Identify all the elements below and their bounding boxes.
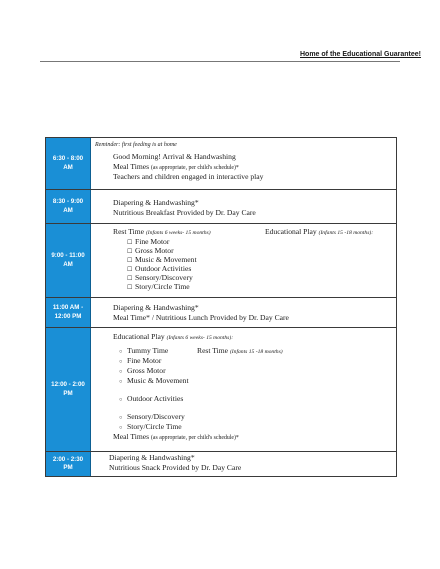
breakfast-line: Nutritious Breakfast Provided by Dr. Day Care xyxy=(113,208,256,217)
list-item-label: Gross Motor xyxy=(135,246,174,255)
schedule-row-arrival xyxy=(46,138,396,190)
list-item xyxy=(119,422,182,431)
meal-times-note: (as appropriate, per child's schedule)* xyxy=(150,435,239,441)
time-cell xyxy=(46,452,91,476)
time-start: 11:00 AM - xyxy=(52,304,84,312)
list-item xyxy=(127,264,191,273)
activity-cell xyxy=(95,190,392,223)
checkbox-icon: ☐ xyxy=(127,267,133,273)
list-item-label: Gross Motor xyxy=(127,366,166,375)
educational-play-label: Educational Play xyxy=(265,227,317,236)
rest-time-line xyxy=(197,346,283,355)
list-item xyxy=(127,273,193,282)
time-end: AM xyxy=(63,260,73,268)
time-end: 12:00 PM xyxy=(54,312,82,320)
meal-times-label: Meal Times xyxy=(113,432,150,441)
rest-time-note: (Infants 15 -18 months) xyxy=(229,349,283,355)
checkbox-icon: ☐ xyxy=(127,240,133,246)
checkbox-icon: ☐ xyxy=(127,258,133,264)
reminder-text: Reminder: first feeding is at home xyxy=(95,142,177,148)
time-end: PM xyxy=(63,389,73,397)
list-item-label: Outdoor Activities xyxy=(127,394,184,403)
circle-bullet-icon: ○ xyxy=(119,369,123,375)
schedule-row-morning-activities xyxy=(46,224,396,298)
checkbox-icon: ☐ xyxy=(127,276,133,282)
list-item xyxy=(119,394,183,403)
header-title: Home of the Educational Guarantee! xyxy=(300,51,421,58)
list-item xyxy=(119,346,168,355)
list-item xyxy=(119,366,166,375)
circle-bullet-icon: ○ xyxy=(119,397,123,403)
activity-cell xyxy=(95,224,392,297)
circle-bullet-icon: ○ xyxy=(119,425,123,431)
schedule-row-snack xyxy=(46,452,396,476)
time-cell xyxy=(46,298,91,327)
checkbox-icon: ☐ xyxy=(127,249,133,255)
schedule-row-afternoon-activities xyxy=(46,328,396,452)
list-item-label: Music & Movement xyxy=(135,255,197,264)
rest-time-line xyxy=(113,227,211,236)
activity-cell xyxy=(95,328,392,451)
educational-play-note: (Infants 15 -18 months): xyxy=(318,230,374,236)
list-item-label: Music & Movement xyxy=(127,376,189,385)
meal-times-label: Meal Times xyxy=(113,162,150,171)
time-end: AM xyxy=(63,206,73,214)
time-cell xyxy=(46,138,91,189)
list-item xyxy=(119,412,185,421)
meal-times-line xyxy=(113,432,239,441)
rest-time-label: Rest Time xyxy=(113,227,145,236)
list-item xyxy=(127,255,197,264)
list-item xyxy=(119,356,161,365)
time-end: PM xyxy=(63,464,73,471)
circle-bullet-icon: ○ xyxy=(119,359,123,365)
diapering-line: Diapering & Handwashing* xyxy=(113,303,199,312)
activity-cell xyxy=(95,138,392,189)
educational-play-line xyxy=(265,227,373,236)
list-item xyxy=(119,376,189,385)
circle-bullet-icon: ○ xyxy=(119,379,123,385)
time-start: 12:00 - 2:00 xyxy=(51,381,85,389)
list-item xyxy=(127,282,190,291)
time-start: 6:30 - 8:00 xyxy=(52,155,84,163)
snack-line: Nutritious Snack Provided by Dr. Day Care xyxy=(109,463,242,472)
list-item-label: Story/Circle Time xyxy=(127,422,182,431)
time-start: 2:00 - 2:30 xyxy=(52,455,84,463)
arrival-line: Good Morning! Arrival & Handwashing xyxy=(113,152,236,161)
time-start: 9:00 - 11:00 xyxy=(51,252,85,260)
interactive-play-line: Teachers and children engaged in interactive play xyxy=(113,172,264,181)
circle-bullet-icon: ○ xyxy=(119,415,123,421)
list-item-label: Tummy Time xyxy=(127,346,169,355)
list-item xyxy=(127,246,174,255)
checkbox-icon: ☐ xyxy=(127,285,133,291)
list-item-label: Sensory/Discovery xyxy=(135,273,193,282)
time-cell xyxy=(46,224,91,297)
meal-times-line xyxy=(113,162,239,171)
list-item-label: Story/Circle Time xyxy=(135,282,190,291)
time-cell xyxy=(46,328,91,451)
meal-times-note: (as appropriate, per child's schedule)* xyxy=(150,165,239,171)
header-rule xyxy=(40,61,400,62)
activity-cell xyxy=(95,298,392,327)
diapering-line: Diapering & Handwashing* xyxy=(109,453,195,462)
time-start: 8:30 - 9:00 xyxy=(52,198,84,206)
educational-play-note: (Infants 6 weeks- 15 months): xyxy=(166,335,234,341)
list-item-label: Outdoor Activities xyxy=(135,264,192,273)
rest-time-label: Rest Time xyxy=(197,346,229,355)
list-item-label: Fine Motor xyxy=(135,237,170,246)
schedule-row-breakfast xyxy=(46,190,396,224)
lunch-line: Meal Time* / Nutritious Lunch Provided by Dr. Day Care xyxy=(113,313,289,322)
time-end: AM xyxy=(63,163,73,171)
diapering-line: Diapering & Handwashing* xyxy=(113,198,199,207)
activity-cell xyxy=(95,452,392,476)
rest-time-note: (Infants 6 weeks- 15 months) xyxy=(145,230,211,236)
time-cell xyxy=(46,190,91,223)
schedule-table xyxy=(45,137,397,477)
schedule-row-lunch xyxy=(46,298,396,328)
list-item-label: Fine Motor xyxy=(127,356,162,365)
list-item xyxy=(127,237,169,246)
circle-bullet-icon: ○ xyxy=(119,349,123,355)
educational-play-label: Educational Play xyxy=(113,332,165,341)
list-item-label: Sensory/Discovery xyxy=(127,412,185,421)
educational-play-line xyxy=(113,332,233,341)
